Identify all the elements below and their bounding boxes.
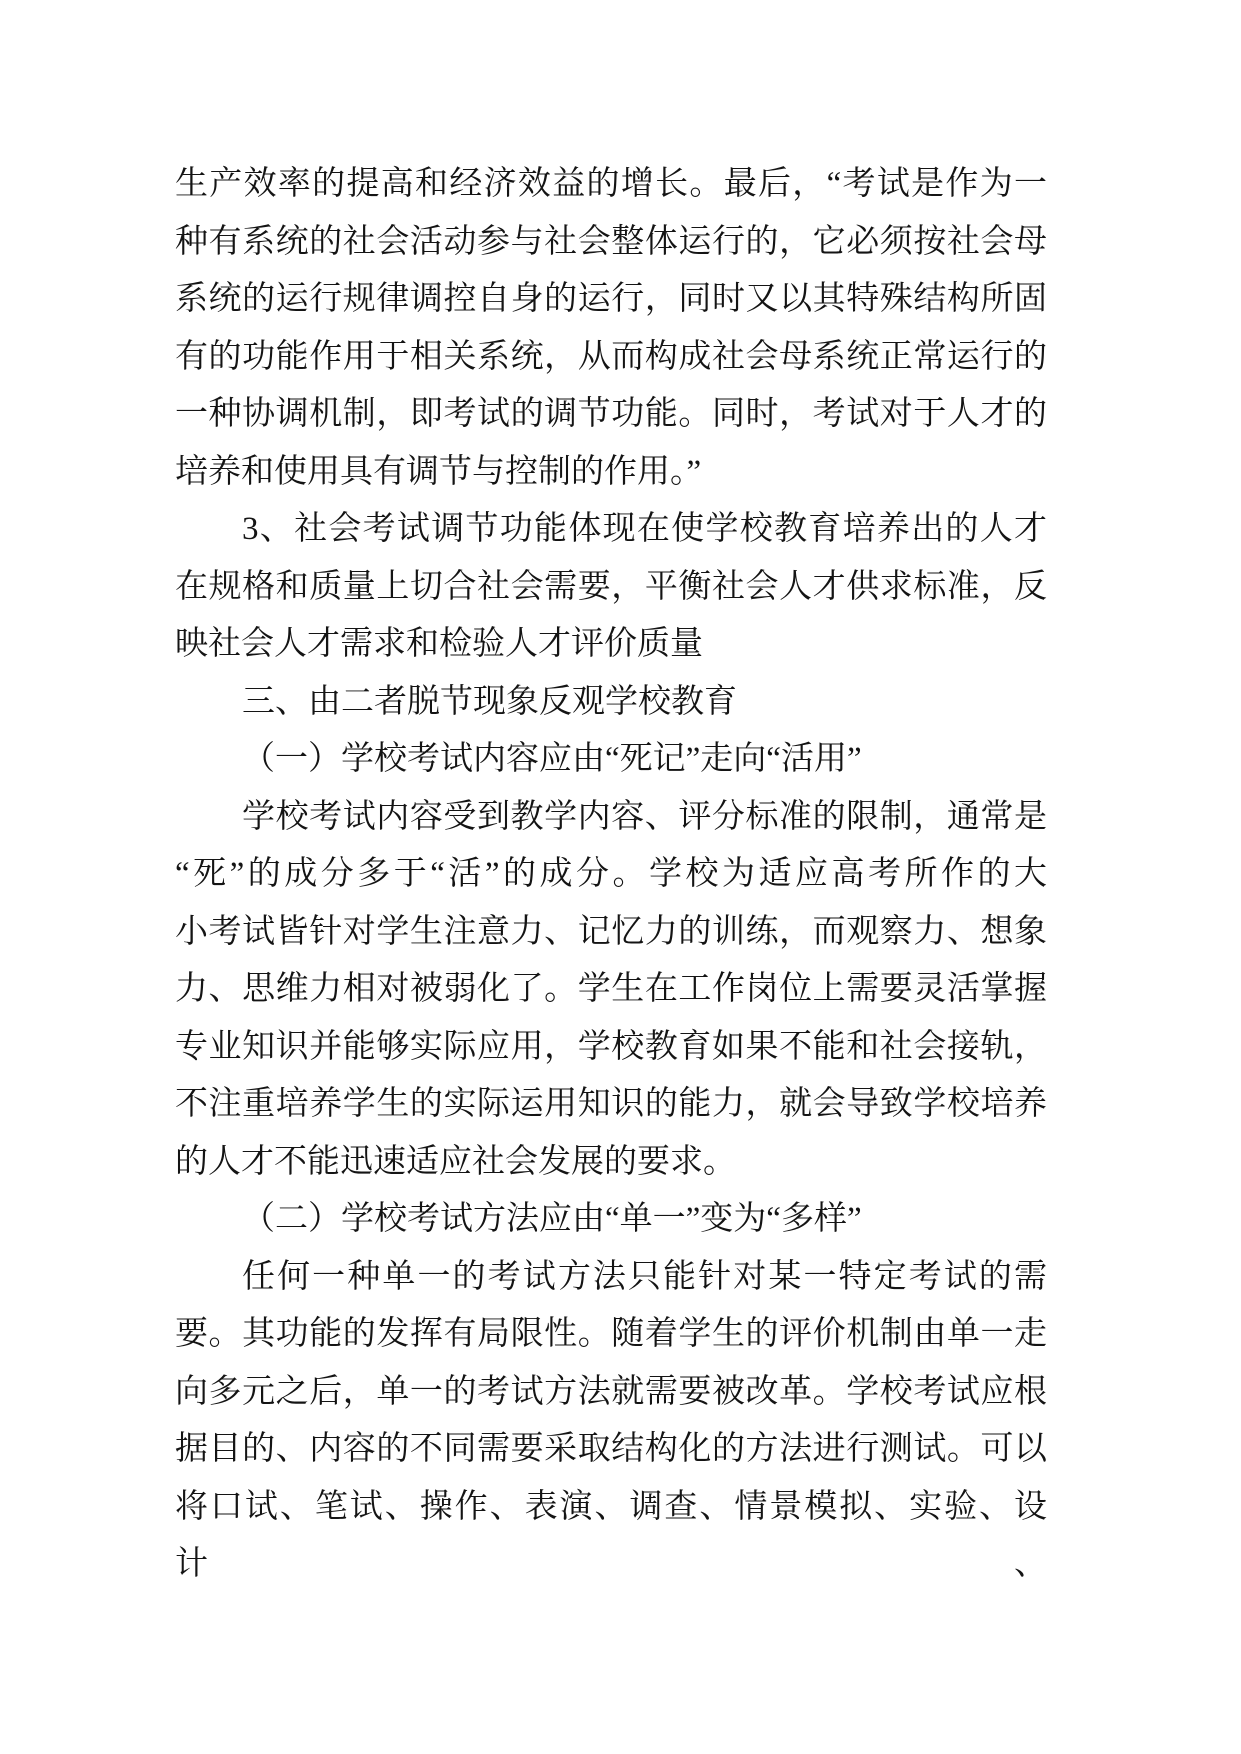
text-line: 映社会人才需求和检验人才评价质量 <box>175 626 703 662</box>
text-line: 不注重培养学生的实际运用知识的能力，就会导致学校培养 <box>175 1086 1047 1122</box>
text-line: 任何一种单一的考试方法只能针对某一特定考试的需 <box>242 1258 1047 1295</box>
text-line: “死”的成分多于“活”的成分。学校为适应高考所作的大 <box>175 856 1047 892</box>
text-line: 的人才不能迅速适应社会发展的要求。 <box>175 1143 736 1180</box>
text-line: （二）学校考试方法应由“单一”变为“多样” <box>242 1201 862 1237</box>
text-line: 一种协调机制，即考试的调节功能。同时，考试对于人才的 <box>175 396 1047 432</box>
text-line: 小考试皆针对学生注意力、记忆力的训练，而观察力、想象 <box>175 913 1047 950</box>
text-line: 力、思维力相对被弱化了。学生在工作岗位上需要灵活掌握 <box>175 971 1047 1007</box>
text-line: 种有系统的社会活动参与社会整体运行的，它必须按社会母 <box>175 223 1047 260</box>
text-line: 在规格和质量上切合社会需要，平衡社会人才供求标准，反 <box>175 568 1047 605</box>
text-line: 生产效率的提高和经济效益的增长。最后，“考试是作为一 <box>175 166 1047 202</box>
document-text-block <box>175 156 1047 1582</box>
text-line: 要。其功能的发挥有局限性。随着学生的评价机制由单一走 <box>175 1316 1047 1352</box>
text-line: 学校考试内容受到教学内容、评分标准的限制，通常是 <box>242 798 1047 835</box>
text-line: 三、由二者脱节现象反观学校教育 <box>242 683 737 720</box>
text-line: 向多元之后，单一的考试方法就需要被改革。学校考试应根 <box>175 1373 1047 1410</box>
text-line: 将口试、笔试、操作、表演、调查、情景模拟、实验、设计、 <box>175 1488 1047 1582</box>
text-line: 据目的、内容的不同需要采取结构化的方法进行测试。可以 <box>175 1431 1047 1467</box>
text-line: 3、社会考试调节功能体现在使学校教育培养出的人才 <box>242 511 1047 547</box>
text-line: 系统的运行规律调控自身的运行，同时又以其特殊结构所固 <box>175 281 1047 317</box>
text-line: 培养和使用具有调节与控制的作用。” <box>175 453 702 490</box>
text-line: 有的功能作用于相关系统，从而构成社会母系统正常运行的 <box>175 338 1047 375</box>
text-line: 专业知识并能够实际应用，学校教育如果不能和社会接轨， <box>175 1028 1047 1065</box>
text-line: （一）学校考试内容应由“死记”走向“活用” <box>242 741 862 777</box>
